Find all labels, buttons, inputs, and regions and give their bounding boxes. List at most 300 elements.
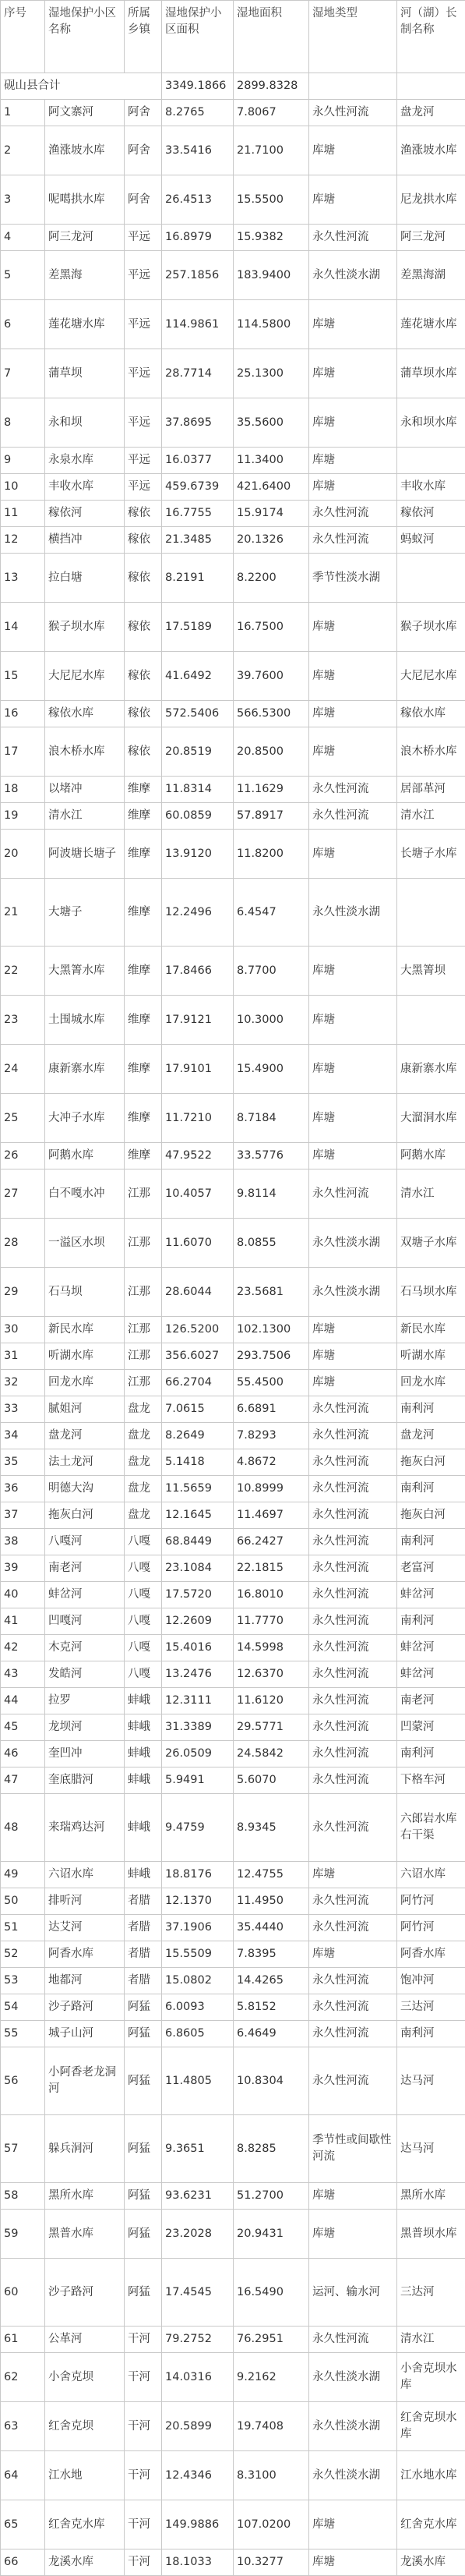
cell-wetland-area: 7.8395 xyxy=(234,1941,309,1968)
header-wetland-type: 湿地类型 xyxy=(309,1,397,73)
cell-no: 11 xyxy=(1,501,45,527)
cell-no: 65 xyxy=(1,2500,45,2549)
cell-town: 蚌峨 xyxy=(125,1767,162,1794)
cell-wetland-type: 库塘 xyxy=(309,652,397,701)
cell-name: 地都河 xyxy=(45,1968,125,1994)
cell-protect-area: 5.1418 xyxy=(162,1449,234,1476)
cell-wetland-type: 运河、输水河 xyxy=(309,2259,397,2327)
cell-town: 干河 xyxy=(125,2353,162,2402)
cell-chief-name: 差黑海湖 xyxy=(397,251,465,300)
total-empty-2 xyxy=(397,73,465,100)
cell-protect-area: 28.6044 xyxy=(162,1268,234,1317)
cell-wetland-type: 永久性河流 xyxy=(309,1888,397,1915)
cell-town: 盘龙 xyxy=(125,1396,162,1423)
cell-name: 拉白塘 xyxy=(45,554,125,603)
cell-town: 维摩 xyxy=(125,777,162,803)
cell-wetland-area: 8.7184 xyxy=(234,1094,309,1143)
cell-wetland-area: 39.7600 xyxy=(234,652,309,701)
table-row xyxy=(1,1635,465,1661)
cell-no: 38 xyxy=(1,1529,45,1555)
cell-chief-name: 清水江 xyxy=(397,2327,465,2353)
cell-chief-name: 南利河 xyxy=(397,1608,465,1635)
cell-name: 新民水库 xyxy=(45,1317,125,1343)
table-row xyxy=(1,1888,465,1915)
cell-protect-area: 9.4759 xyxy=(162,1794,234,1862)
cell-chief-name: 黑所水库 xyxy=(397,2183,465,2210)
cell-name: 公革河 xyxy=(45,2327,125,2353)
cell-town: 维摩 xyxy=(125,830,162,879)
cell-chief-name: 达马河 xyxy=(397,2047,465,2115)
cell-town: 者腊 xyxy=(125,1915,162,1941)
cell-no: 12 xyxy=(1,527,45,554)
cell-no: 44 xyxy=(1,1688,45,1714)
cell-town: 干河 xyxy=(125,2500,162,2549)
header-chief-name: 河（湖）长制名称 xyxy=(397,1,465,73)
table-row xyxy=(1,126,465,175)
cell-town: 江那 xyxy=(125,1268,162,1317)
cell-protect-area: 12.2496 xyxy=(162,879,234,947)
cell-wetland-area: 20.1326 xyxy=(234,527,309,554)
cell-no: 42 xyxy=(1,1635,45,1661)
cell-name: 石马坝 xyxy=(45,1268,125,1317)
cell-wetland-type: 永久性河流 xyxy=(309,1396,397,1423)
cell-no: 15 xyxy=(1,652,45,701)
cell-name: 大冲子水库 xyxy=(45,1094,125,1143)
cell-wetland-area: 29.5771 xyxy=(234,1714,309,1741)
cell-chief-name: 龙溪水库 xyxy=(397,2549,465,2576)
table-row xyxy=(1,2021,465,2047)
cell-wetland-area: 20.8500 xyxy=(234,727,309,777)
cell-name: 呢噶拱水库 xyxy=(45,175,125,225)
cell-wetland-area: 22.1815 xyxy=(234,1555,309,1582)
cell-wetland-type: 库塘 xyxy=(309,1143,397,1169)
table-row xyxy=(1,1994,465,2021)
header-name: 湿地保护小区名称 xyxy=(45,1,125,73)
table-row xyxy=(1,947,465,996)
cell-no: 34 xyxy=(1,1423,45,1449)
cell-town: 蚌峨 xyxy=(125,1714,162,1741)
cell-no: 24 xyxy=(1,1045,45,1094)
cell-wetland-area: 6.4649 xyxy=(234,2021,309,2047)
cell-chief-name: 阿竹河 xyxy=(397,1888,465,1915)
cell-name: 奎凹冲 xyxy=(45,1741,125,1767)
cell-name: 阿香水库 xyxy=(45,1941,125,1968)
cell-wetland-type: 永久性河流 xyxy=(309,1714,397,1741)
cell-no: 37 xyxy=(1,1502,45,1529)
cell-protect-area: 15.4016 xyxy=(162,1635,234,1661)
cell-wetland-area: 21.7100 xyxy=(234,126,309,175)
cell-town: 蚌峨 xyxy=(125,1741,162,1767)
cell-protect-area: 16.0377 xyxy=(162,448,234,474)
cell-no: 21 xyxy=(1,879,45,947)
cell-town: 江那 xyxy=(125,1370,162,1396)
cell-protect-area: 21.3485 xyxy=(162,527,234,554)
table-row xyxy=(1,1476,465,1502)
cell-protect-area: 37.8695 xyxy=(162,398,234,448)
cell-wetland-area: 35.5600 xyxy=(234,398,309,448)
cell-protect-area: 16.8979 xyxy=(162,225,234,251)
cell-wetland-area: 7.8067 xyxy=(234,100,309,126)
cell-name: 南老河 xyxy=(45,1555,125,1582)
cell-name: 听湖水库 xyxy=(45,1343,125,1370)
header-no: 序号 xyxy=(1,1,45,73)
table-row xyxy=(1,1219,465,1268)
cell-chief-name xyxy=(397,554,465,603)
cell-town: 盘龙 xyxy=(125,1502,162,1529)
cell-no: 25 xyxy=(1,1094,45,1143)
total-protect-area: 3349.1866 xyxy=(162,73,234,100)
cell-no: 48 xyxy=(1,1794,45,1862)
cell-chief-name: 蒲草坝水库 xyxy=(397,349,465,398)
table-row xyxy=(1,1767,465,1794)
table-row xyxy=(1,803,465,830)
cell-chief-name: 达马河 xyxy=(397,2115,465,2183)
cell-town: 阿猛 xyxy=(125,2021,162,2047)
table-row xyxy=(1,1169,465,1219)
cell-town: 稼依 xyxy=(125,701,162,727)
cell-protect-area: 37.1906 xyxy=(162,1915,234,1941)
cell-town: 稼依 xyxy=(125,501,162,527)
cell-name: 明德大沟 xyxy=(45,1476,125,1502)
table-row xyxy=(1,1045,465,1094)
cell-town: 维摩 xyxy=(125,879,162,947)
header-protect-area: 湿地保护小区面积 xyxy=(162,1,234,73)
cell-name: 阿文寨河 xyxy=(45,100,125,126)
cell-town: 者腊 xyxy=(125,1941,162,1968)
cell-no: 59 xyxy=(1,2210,45,2259)
cell-wetland-type: 永久性河流 xyxy=(309,1502,397,1529)
cell-town: 蚌峨 xyxy=(125,1794,162,1862)
cell-protect-area: 5.9491 xyxy=(162,1767,234,1794)
cell-no: 3 xyxy=(1,175,45,225)
cell-no: 51 xyxy=(1,1915,45,1941)
cell-wetland-area: 35.4440 xyxy=(234,1915,309,1941)
cell-chief-name: 渔涨坡水库 xyxy=(397,126,465,175)
cell-wetland-area: 7.8293 xyxy=(234,1423,309,1449)
cell-name: 蚌岔河 xyxy=(45,1582,125,1608)
table-row xyxy=(1,1741,465,1767)
table-row xyxy=(1,2451,465,2500)
cell-chief-name: 三达河 xyxy=(397,2259,465,2327)
cell-protect-area: 126.5200 xyxy=(162,1317,234,1343)
cell-wetland-area: 11.4697 xyxy=(234,1502,309,1529)
cell-town: 阿猛 xyxy=(125,2210,162,2259)
table-row xyxy=(1,1143,465,1169)
cell-protect-area: 12.2609 xyxy=(162,1608,234,1635)
cell-no: 18 xyxy=(1,777,45,803)
cell-chief-name: 清水江 xyxy=(397,803,465,830)
cell-name: 猴子坝水库 xyxy=(45,603,125,652)
cell-name: 丰收水库 xyxy=(45,474,125,501)
cell-town: 稼依 xyxy=(125,603,162,652)
cell-protect-area: 17.9101 xyxy=(162,1045,234,1094)
cell-wetland-type: 永久性河流 xyxy=(309,1449,397,1476)
cell-town: 阿猛 xyxy=(125,2183,162,2210)
cell-wetland-area: 24.5842 xyxy=(234,1741,309,1767)
cell-wetland-area: 8.8285 xyxy=(234,2115,309,2183)
cell-chief-name: 南老河 xyxy=(397,1688,465,1714)
cell-protect-area: 15.5509 xyxy=(162,1941,234,1968)
cell-protect-area: 68.8449 xyxy=(162,1529,234,1555)
cell-wetland-area: 11.1629 xyxy=(234,777,309,803)
cell-town: 阿猛 xyxy=(125,2047,162,2115)
cell-protect-area: 11.4805 xyxy=(162,2047,234,2115)
cell-chief-name: 南利河 xyxy=(397,2021,465,2047)
cell-wetland-type: 永久性河流 xyxy=(309,1767,397,1794)
cell-chief-name: 大尼尼水库 xyxy=(397,652,465,701)
cell-wetland-type: 永久性河流 xyxy=(309,1794,397,1862)
cell-town: 平远 xyxy=(125,474,162,501)
cell-protect-area: 6.0093 xyxy=(162,1994,234,2021)
cell-protect-area: 12.4346 xyxy=(162,2451,234,2500)
cell-protect-area: 12.1645 xyxy=(162,1502,234,1529)
cell-chief-name: 阿竹河 xyxy=(397,1915,465,1941)
cell-chief-name: 红舍克水库 xyxy=(397,2500,465,2549)
cell-chief-name: 稼依水库 xyxy=(397,701,465,727)
cell-town: 盘龙 xyxy=(125,1423,162,1449)
cell-name: 永泉水库 xyxy=(45,448,125,474)
cell-wetland-area: 19.7408 xyxy=(234,2402,309,2451)
cell-wetland-type: 永久性河流 xyxy=(309,1476,397,1502)
cell-no: 39 xyxy=(1,1555,45,1582)
table-row xyxy=(1,2259,465,2327)
table-row xyxy=(1,2183,465,2210)
cell-name: 永和坝 xyxy=(45,398,125,448)
cell-wetland-area: 15.5500 xyxy=(234,175,309,225)
cell-name: 红舍克水库 xyxy=(45,2500,125,2549)
table-row xyxy=(1,1268,465,1317)
cell-chief-name: 下格车河 xyxy=(397,1767,465,1794)
table-row xyxy=(1,527,465,554)
table-row xyxy=(1,474,465,501)
cell-chief-name: 南利河 xyxy=(397,1476,465,1502)
cell-name: 阿三龙河 xyxy=(45,225,125,251)
cell-town: 平远 xyxy=(125,349,162,398)
cell-name: 六诏水库 xyxy=(45,1862,125,1888)
cell-chief-name: 稼依河 xyxy=(397,501,465,527)
cell-protect-area: 12.1370 xyxy=(162,1888,234,1915)
cell-chief-name xyxy=(397,448,465,474)
cell-wetland-type: 库塘 xyxy=(309,398,397,448)
table-row xyxy=(1,349,465,398)
cell-chief-name: 双塘子水库 xyxy=(397,1219,465,1268)
cell-wetland-area: 4.8672 xyxy=(234,1449,309,1476)
cell-wetland-type: 库塘 xyxy=(309,1941,397,1968)
cell-chief-name: 饱冲河 xyxy=(397,1968,465,1994)
cell-no: 33 xyxy=(1,1396,45,1423)
cell-no: 63 xyxy=(1,2402,45,2451)
cell-no: 10 xyxy=(1,474,45,501)
cell-no: 50 xyxy=(1,1888,45,1915)
cell-protect-area: 9.3651 xyxy=(162,2115,234,2183)
header-wetland-area: 湿地面积 xyxy=(234,1,309,73)
cell-wetland-area: 12.6370 xyxy=(234,1661,309,1688)
table-row xyxy=(1,501,465,527)
cell-town: 平远 xyxy=(125,448,162,474)
cell-chief-name: 回龙水库 xyxy=(397,1370,465,1396)
cell-protect-area: 17.5720 xyxy=(162,1582,234,1608)
cell-wetland-area: 33.5776 xyxy=(234,1143,309,1169)
cell-town: 阿舍 xyxy=(125,126,162,175)
table-row xyxy=(1,2115,465,2183)
cell-no: 47 xyxy=(1,1767,45,1794)
cell-wetland-type: 库塘 xyxy=(309,1343,397,1370)
table-row xyxy=(1,996,465,1045)
cell-wetland-type: 库塘 xyxy=(309,2549,397,2576)
cell-name: 排听河 xyxy=(45,1888,125,1915)
cell-protect-area: 60.0859 xyxy=(162,803,234,830)
cell-no: 66 xyxy=(1,2549,45,2576)
cell-town: 维摩 xyxy=(125,947,162,996)
cell-protect-area: 8.2649 xyxy=(162,1423,234,1449)
cell-town: 八嘎 xyxy=(125,1582,162,1608)
cell-no: 58 xyxy=(1,2183,45,2210)
table-row xyxy=(1,2210,465,2259)
cell-name: 拖灰白河 xyxy=(45,1502,125,1529)
cell-protect-area: 17.4545 xyxy=(162,2259,234,2327)
cell-no: 31 xyxy=(1,1343,45,1370)
cell-chief-name: 红舍克坝水库 xyxy=(397,2402,465,2451)
cell-chief-name: 盘龙河 xyxy=(397,100,465,126)
table-row xyxy=(1,727,465,777)
cell-protect-area: 572.5406 xyxy=(162,701,234,727)
cell-town: 八嘎 xyxy=(125,1635,162,1661)
table-row xyxy=(1,1688,465,1714)
cell-protect-area: 18.8176 xyxy=(162,1862,234,1888)
table-row xyxy=(1,1862,465,1888)
cell-wetland-area: 66.2427 xyxy=(234,1529,309,1555)
cell-wetland-type: 永久性河流 xyxy=(309,803,397,830)
cell-name: 大尼尼水库 xyxy=(45,652,125,701)
cell-town: 维摩 xyxy=(125,1045,162,1094)
cell-no: 57 xyxy=(1,2115,45,2183)
table-row xyxy=(1,1794,465,1862)
cell-no: 4 xyxy=(1,225,45,251)
table-row xyxy=(1,2327,465,2353)
table-row xyxy=(1,830,465,879)
cell-no: 62 xyxy=(1,2353,45,2402)
cell-wetland-area: 23.5681 xyxy=(234,1268,309,1317)
cell-town: 八嘎 xyxy=(125,1608,162,1635)
cell-wetland-type: 永久性河流 xyxy=(309,2047,397,2115)
cell-chief-name: 大溜洞水库 xyxy=(397,1094,465,1143)
cell-chief-name: 蚌岔河 xyxy=(397,1661,465,1688)
cell-no: 55 xyxy=(1,2021,45,2047)
cell-protect-area: 15.0802 xyxy=(162,1968,234,1994)
cell-chief-name: 听湖水库 xyxy=(397,1343,465,1370)
cell-no: 40 xyxy=(1,1582,45,1608)
table-row xyxy=(1,1555,465,1582)
cell-name: 腻姐河 xyxy=(45,1396,125,1423)
cell-chief-name: 六诏水库 xyxy=(397,1862,465,1888)
cell-town: 蚌峨 xyxy=(125,1688,162,1714)
cell-chief-name: 居部革河 xyxy=(397,777,465,803)
cell-protect-area: 10.4057 xyxy=(162,1169,234,1219)
cell-name: 白不嘎水冲 xyxy=(45,1169,125,1219)
cell-protect-area: 17.9121 xyxy=(162,996,234,1045)
cell-town: 阿舍 xyxy=(125,175,162,225)
cell-wetland-area: 6.6891 xyxy=(234,1396,309,1423)
cell-chief-name: 盘龙河 xyxy=(397,1423,465,1449)
table-row xyxy=(1,1343,465,1370)
cell-wetland-type: 库塘 xyxy=(309,175,397,225)
cell-wetland-type: 永久性河流 xyxy=(309,1529,397,1555)
header-town: 所属乡镇 xyxy=(125,1,162,73)
cell-no: 13 xyxy=(1,554,45,603)
table-row xyxy=(1,1529,465,1555)
cell-wetland-type: 永久性淡水湖 xyxy=(309,2451,397,2500)
cell-chief-name: 丰收水库 xyxy=(397,474,465,501)
cell-wetland-area: 14.5998 xyxy=(234,1635,309,1661)
cell-name: 龙溪水库 xyxy=(45,2549,125,2576)
cell-wetland-area: 15.9174 xyxy=(234,501,309,527)
cell-town: 江那 xyxy=(125,1317,162,1343)
cell-protect-area: 12.3111 xyxy=(162,1688,234,1714)
cell-wetland-area: 55.4500 xyxy=(234,1370,309,1396)
cell-name: 拉罗 xyxy=(45,1688,125,1714)
cell-protect-area: 66.2704 xyxy=(162,1370,234,1396)
cell-wetland-type: 永久性河流 xyxy=(309,225,397,251)
cell-town: 维摩 xyxy=(125,1143,162,1169)
table-row xyxy=(1,777,465,803)
cell-protect-area: 11.5659 xyxy=(162,1476,234,1502)
cell-town: 阿猛 xyxy=(125,1994,162,2021)
cell-no: 7 xyxy=(1,349,45,398)
table-row xyxy=(1,2549,465,2576)
cell-no: 61 xyxy=(1,2327,45,2353)
cell-name: 大黑箐水库 xyxy=(45,947,125,996)
cell-wetland-type: 永久性河流 xyxy=(309,527,397,554)
cell-name: 八嘎河 xyxy=(45,1529,125,1555)
cell-wetland-area: 6.4547 xyxy=(234,879,309,947)
cell-town: 者腊 xyxy=(125,1888,162,1915)
cell-wetland-type: 永久性淡水湖 xyxy=(309,251,397,300)
cell-town: 八嘎 xyxy=(125,1661,162,1688)
cell-no: 30 xyxy=(1,1317,45,1343)
cell-protect-area: 149.9886 xyxy=(162,2500,234,2549)
cell-wetland-area: 11.3400 xyxy=(234,448,309,474)
table-row xyxy=(1,1094,465,1143)
cell-wetland-type: 库塘 xyxy=(309,2183,397,2210)
cell-wetland-type: 库塘 xyxy=(309,2500,397,2549)
cell-wetland-area: 25.1300 xyxy=(234,349,309,398)
cell-no: 5 xyxy=(1,251,45,300)
cell-town: 稼依 xyxy=(125,727,162,777)
cell-name: 蒲草坝 xyxy=(45,349,125,398)
cell-protect-area: 18.1033 xyxy=(162,2549,234,2576)
cell-town: 稼依 xyxy=(125,652,162,701)
cell-protect-area: 6.8605 xyxy=(162,2021,234,2047)
cell-chief-name: 莲花塘水库 xyxy=(397,300,465,349)
cell-wetland-type: 永久性河流 xyxy=(309,1994,397,2021)
cell-wetland-area: 76.2951 xyxy=(234,2327,309,2353)
cell-wetland-type: 库塘 xyxy=(309,349,397,398)
cell-wetland-area: 183.9400 xyxy=(234,251,309,300)
cell-name: 差黑海 xyxy=(45,251,125,300)
cell-wetland-type: 库塘 xyxy=(309,448,397,474)
cell-protect-area: 14.0316 xyxy=(162,2353,234,2402)
table-row xyxy=(1,603,465,652)
cell-town: 八嘎 xyxy=(125,1555,162,1582)
cell-chief-name: 凹蒙河 xyxy=(397,1714,465,1741)
cell-protect-area: 26.4513 xyxy=(162,175,234,225)
cell-protect-area: 79.2752 xyxy=(162,2327,234,2353)
cell-protect-area: 356.6027 xyxy=(162,1343,234,1370)
cell-wetland-area: 11.4950 xyxy=(234,1888,309,1915)
cell-wetland-type: 永久性河流 xyxy=(309,1741,397,1767)
cell-wetland-area: 20.9431 xyxy=(234,2210,309,2259)
cell-protect-area: 16.7755 xyxy=(162,501,234,527)
